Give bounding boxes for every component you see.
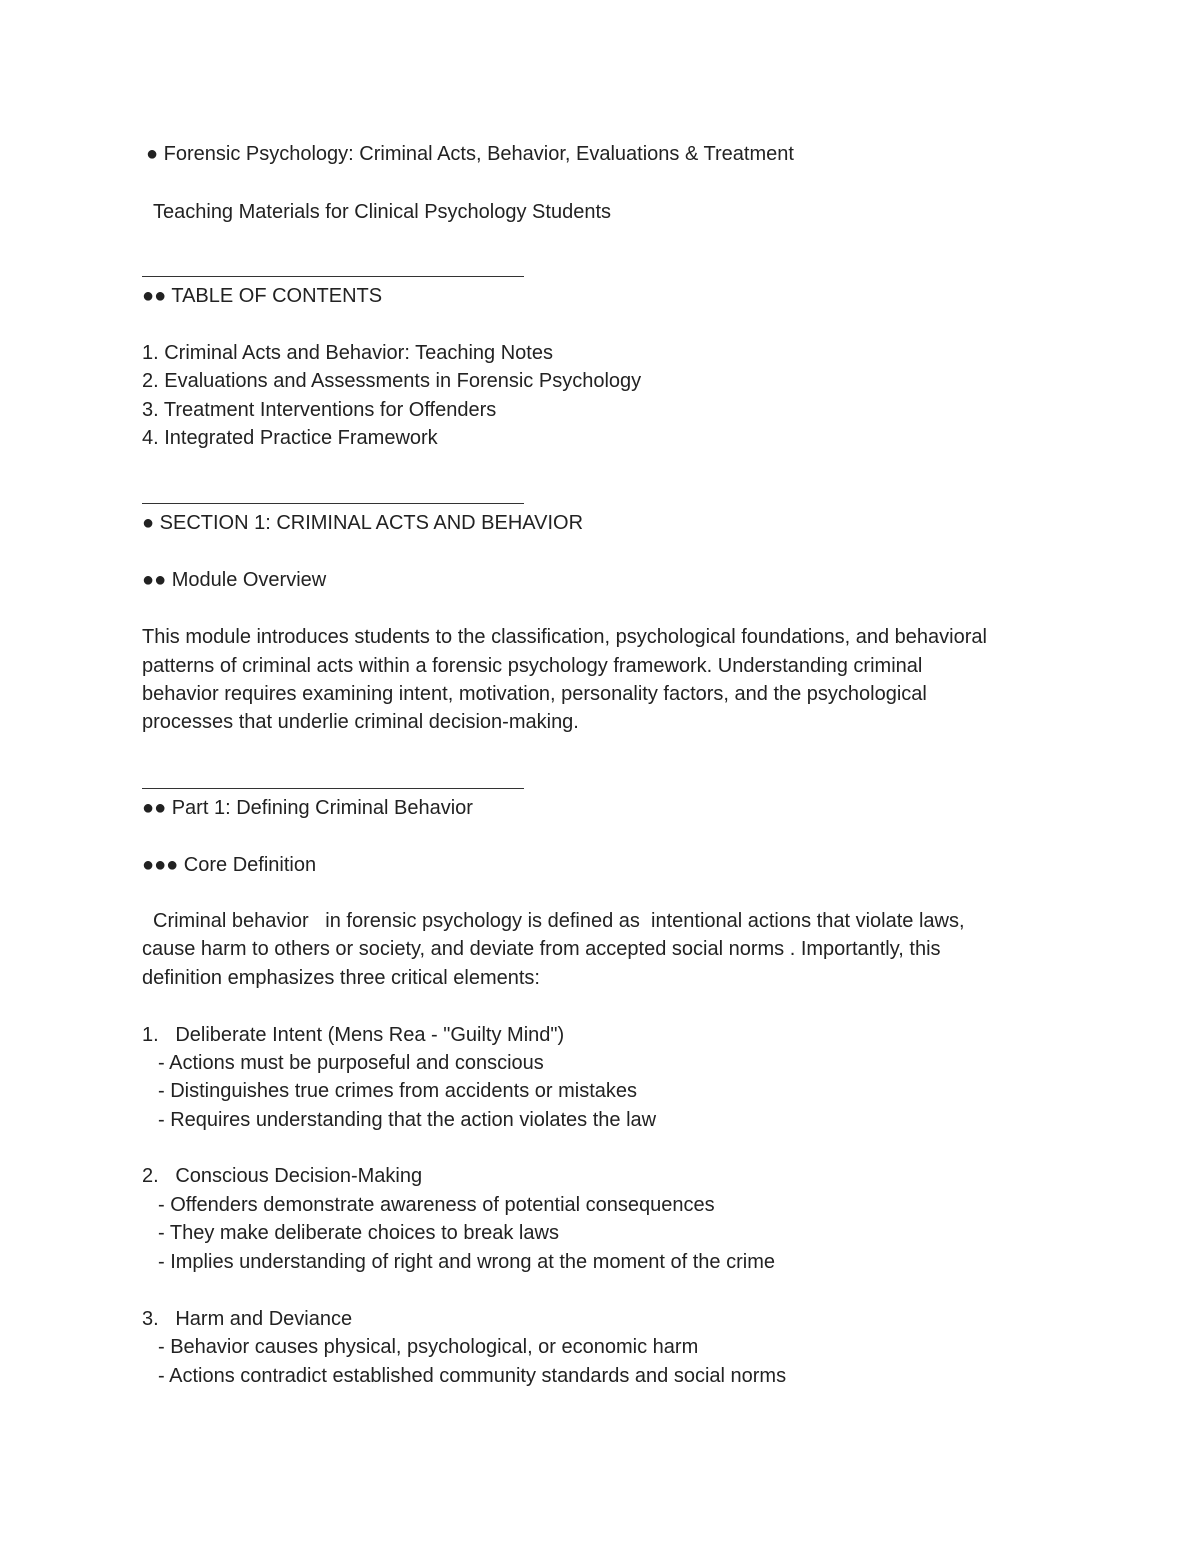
toc-item: 4. Integrated Practice Framework [142,427,438,449]
definition-paragraph-line: Criminal behavior in forensic psychology is defined as intentional actions that violate laws, [153,910,965,932]
element-point: - Requires understanding that the action violates the law [158,1109,657,1131]
element-title: 1. Deliberate Intent (Mens Rea - "Guilty Mind") [142,1024,565,1046]
module-overview-heading: ●● Module Overview [142,569,327,591]
document-title: ● Forensic Psychology: Criminal Acts, Behavior, Evaluations & Treatment [146,143,794,165]
element-point: - Actions must be purposeful and conscious [158,1052,544,1074]
section-heading: ● SECTION 1: CRIMINAL ACTS AND BEHAVIOR [142,512,584,534]
element-title: 2. Conscious Decision-Making [142,1165,423,1187]
document-subtitle: Teaching Materials for Clinical Psychology Students [153,201,611,223]
divider [142,503,524,504]
definition-paragraph-line: definition emphasizes three critical elements: [142,967,540,989]
overview-paragraph-line: patterns of criminal acts within a forensic psychology framework. Understanding criminal [142,655,923,677]
divider [142,788,524,789]
overview-paragraph-line: processes that underlie criminal decision-making. [142,711,579,733]
element-point: - Actions contradict established community standards and social norms [158,1365,787,1387]
element-title: 3. Harm and Deviance [142,1308,353,1330]
toc-item: 1. Criminal Acts and Behavior: Teaching Notes [142,342,553,364]
element-point: - They make deliberate choices to break laws [158,1222,559,1244]
toc-item: 2. Evaluations and Assessments in Forensic Psychology [142,370,642,392]
element-point: - Behavior causes physical, psychological, or economic harm [158,1336,699,1358]
overview-paragraph-line: behavior requires examining intent, motivation, personality factors, and the psychological [142,683,927,705]
definition-paragraph-line: cause harm to others or society, and deviate from accepted social norms . Importantly, this [142,938,941,960]
element-point: - Offenders demonstrate awareness of potential consequences [158,1194,715,1216]
part-heading: ●● Part 1: Defining Criminal Behavior [142,797,473,819]
element-point: - Distinguishes true crimes from accidents or mistakes [158,1080,638,1102]
toc-heading: ●● TABLE OF CONTENTS [142,285,383,307]
divider [142,276,524,277]
core-definition-heading: ●●● Core Definition [142,854,317,876]
element-point: - Implies understanding of right and wrong at the moment of the crime [158,1251,775,1273]
toc-item: 3. Treatment Interventions for Offenders [142,399,497,421]
overview-paragraph-line: This module introduces students to the classification, psychological foundations, and behavioral [142,626,987,648]
